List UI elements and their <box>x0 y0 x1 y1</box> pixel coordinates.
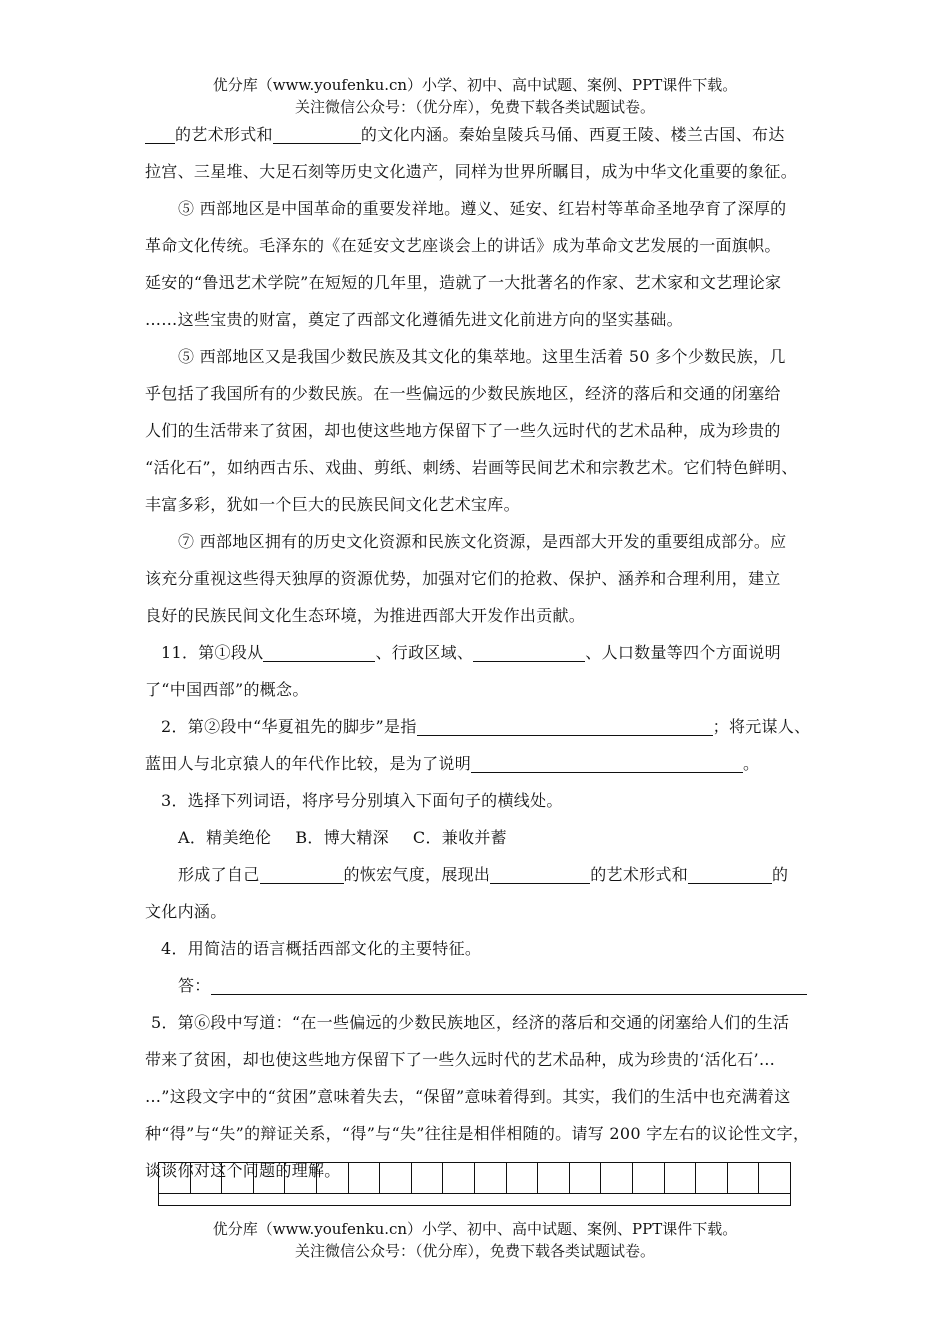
footer-line-2: 关注微信公众号：（优分库），免费下载各类试题试卷。 <box>294 1242 655 1260</box>
question-1: 11．第①段从 、行政区域、 、人口数量等四个方面说明 <box>161 643 781 662</box>
question-2: 2．第②段中“华夏祖先的脚步”是指 ；将元谋人、 <box>161 717 811 736</box>
grid-cell[interactable] <box>475 1163 507 1193</box>
document-body <box>145 116 811 1189</box>
paragraph-7-line: ⑦ 西部地区拥有的历史文化资源和民族文化资源，是西部大开发的重要组成部分。应 <box>178 532 787 551</box>
answer-line[interactable] <box>211 974 807 995</box>
question-5-line: …”这段文字中的“贫困”意味着失去，“保留”意味着得到。其实，我们的生活中也充满着这 <box>145 1087 791 1106</box>
passage-line: 拉宫、三星堆、大足石刻等历史文化遗产，同样为世界所瞩目，成为中华文化重要的象征。 <box>145 162 798 181</box>
blank[interactable] <box>417 715 713 736</box>
footer-line-1: 优分库（www.youfenku.cn）小学、初中、高中试题、案例、PPT课件下载。 <box>212 1220 738 1238</box>
grid-cell[interactable] <box>412 1163 444 1193</box>
blank[interactable] <box>473 641 585 662</box>
header-line-2: 关注微信公众号：（优分库），免费下载各类试题试卷。 <box>294 98 655 116</box>
grid-cell[interactable] <box>349 1163 381 1193</box>
paragraph-6-line: ⑤ 西部地区又是我国少数民族及其文化的集萃地。这里生活着 50 多个少数民族，几 <box>178 347 786 366</box>
question-5-line: 5．第⑥段中写道：“在一些偏远的少数民族地区，经济的落后和交通的闭塞给人们的生活 <box>151 1013 790 1032</box>
question-4: 4．用简洁的语言概括西部文化的主要特征。 <box>161 939 482 958</box>
paragraph-6-line: 乎包括了我国所有的少数民族。在一些偏远的少数民族地区，经济的落后和交通的闭塞给 <box>145 384 781 403</box>
grid-cell[interactable] <box>728 1163 760 1193</box>
question-5-line: 谈谈你对这个问题的理解。 <box>145 1161 341 1180</box>
header-line-1: 优分库（www.youfenku.cn）小学、初中、高中试题、案例、PPT课件下载。 <box>212 76 738 94</box>
grid-cell[interactable] <box>254 1163 286 1193</box>
paragraph-7-line: 该充分重视这些得天独厚的资源优势，加强对它们的抢救、保护、涵养和合理利用，建立 <box>145 569 781 588</box>
grid-cell[interactable] <box>570 1163 602 1193</box>
blank[interactable] <box>260 863 344 884</box>
grid-cell[interactable] <box>285 1163 317 1193</box>
blank[interactable] <box>688 863 772 884</box>
grid-cell[interactable] <box>633 1163 665 1193</box>
question-1-cont: 了“中国西部”的概念。 <box>145 680 309 699</box>
paragraph-7-line: 良好的民族民间文化生态环境，为推进西部大开发作出贡献。 <box>145 606 586 625</box>
grid-cell[interactable] <box>507 1163 539 1193</box>
blank[interactable] <box>263 641 375 662</box>
grid-cell[interactable] <box>759 1163 790 1193</box>
question-5-line: 种“得”与“失”的辩证关系，“得”与“失”往往是相伴相随的。请写 200 字左右的议论性文字， <box>145 1124 810 1143</box>
grid-cell[interactable] <box>159 1163 191 1193</box>
question-4-answer: 答： <box>145 967 807 1004</box>
question-3-sentence: 形成了自己 的恢宏气度，展现出 的艺术形式和 的 <box>178 865 789 884</box>
page-header <box>0 74 950 118</box>
paragraph-5-line: ⑤ 西部地区是中国革命的重要发祥地。遵义、延安、红岩村等革命圣地孕育了深厚的 <box>178 199 787 218</box>
grid-cell[interactable] <box>538 1163 570 1193</box>
paragraph-5-line: 延安的“鲁迅艺术学院”在短短的几年里，造就了一大批著名的作家、艺术家和文艺理论家 <box>145 273 782 292</box>
question-2-cont: 蓝田人与北京猿人的年代作比较，是为了说明 。 <box>145 754 760 773</box>
paragraph-5-line: 革命文化传统。毛泽东的《在延安文艺座谈会上的讲话》成为革命文艺发展的一面旗帜。 <box>145 236 781 255</box>
writing-grid-row <box>159 1163 790 1194</box>
page-footer <box>0 1218 950 1262</box>
grid-cell[interactable] <box>380 1163 412 1193</box>
question-3-options: A．精美绝伦 B．博大精深 C．兼收并蓄 <box>178 828 507 847</box>
grid-cell[interactable] <box>601 1163 633 1193</box>
grid-cell[interactable] <box>665 1163 697 1193</box>
paragraph-6-line: 丰富多彩，犹如一个巨大的民族民间文化艺术宝库。 <box>145 495 520 514</box>
blank[interactable] <box>471 752 743 773</box>
paragraph-6-line: “活化石”，如纳西古乐、戏曲、剪纸、刺绣、岩画等民间艺术和宗教艺术。它们特色鲜明、 <box>145 458 798 477</box>
grid-cell[interactable] <box>443 1163 475 1193</box>
question-5-line: 带来了贫困，却也使这些地方保留下了一些久远时代的艺术品种，成为珍贵的‘活化石’… <box>145 1050 776 1069</box>
grid-cell[interactable] <box>222 1163 254 1193</box>
blank[interactable] <box>273 123 361 144</box>
question-3: 3．选择下列词语，将序号分别填入下面句子的横线处。 <box>161 791 563 810</box>
writing-grid[interactable] <box>158 1162 791 1206</box>
grid-cell[interactable] <box>317 1163 349 1193</box>
passage-continuation-line: 的艺术形式和 的文化内涵。秦始皇陵兵马俑、西夏王陵、楼兰古国、布达 <box>145 116 807 153</box>
paragraph-5-line: ……这些宝贵的财富，奠定了西部文化遵循先进文化前进方向的坚实基础。 <box>145 310 683 329</box>
blank[interactable] <box>490 863 590 884</box>
question-3-sentence-cont: 文化内涵。 <box>145 902 227 921</box>
paragraph-6-line: 人们的生活带来了贫困，却也使这些地方保留下了一些久远时代的艺术品种，成为珍贵的 <box>145 421 781 440</box>
grid-cell[interactable] <box>696 1163 728 1193</box>
blank[interactable] <box>145 123 175 144</box>
grid-cell[interactable] <box>191 1163 223 1193</box>
